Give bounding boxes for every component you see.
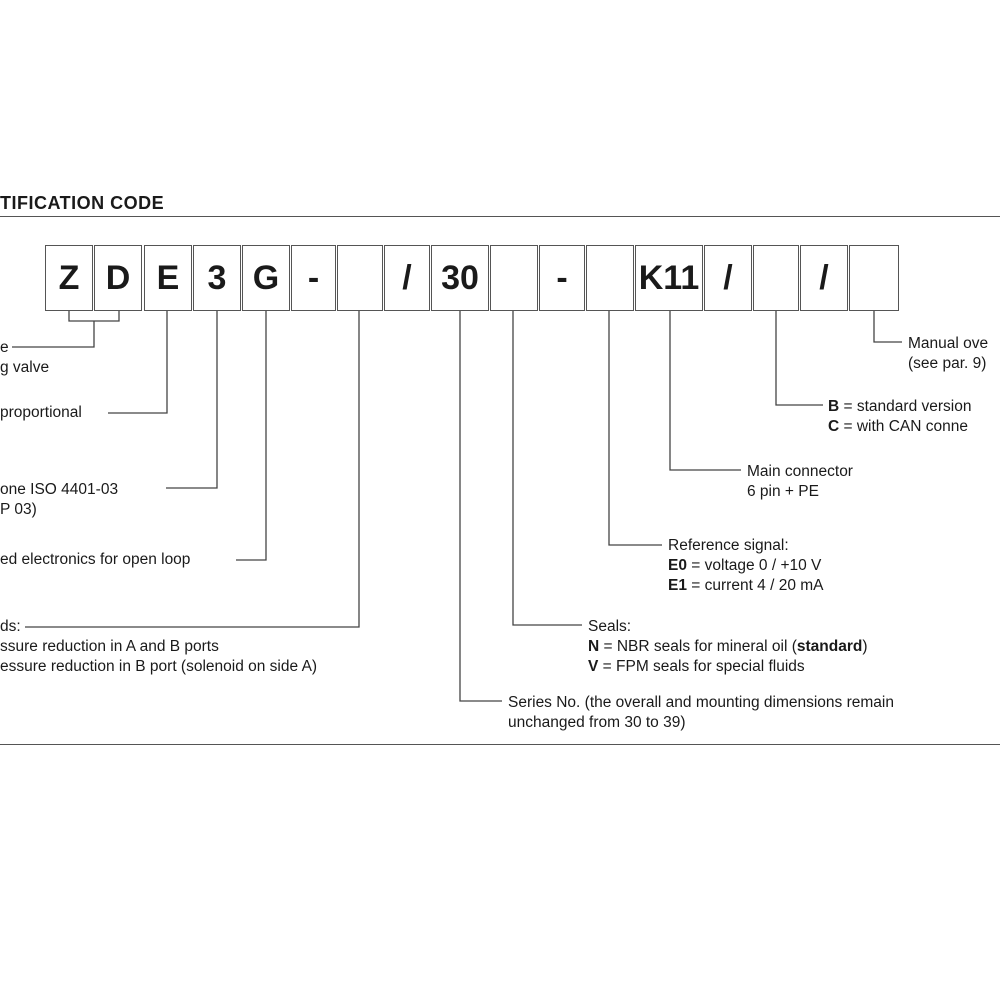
label-size	[0, 480, 118, 520]
label-versions-line1: ssure reduction in A and B ports	[0, 638, 219, 655]
code-box-13: K11	[635, 245, 703, 311]
code-box-16: /	[800, 245, 848, 311]
code-box-1: Z	[45, 245, 93, 311]
seals-v-text: = FPM seals for special fluids	[598, 658, 805, 675]
label-ref-e1	[668, 576, 824, 596]
seals-n-standard: standard	[796, 638, 863, 655]
label-ref-e0	[668, 556, 824, 576]
code-box-11: -	[539, 245, 585, 311]
label-reference	[668, 536, 824, 596]
bc-c-text: = with CAN conne	[839, 418, 969, 435]
ref-e1-key: E1	[668, 577, 687, 594]
label-manual-line2: (see par. 9)	[908, 355, 987, 372]
code-box-8: /	[384, 245, 430, 311]
leader-e	[108, 311, 167, 413]
section-heading: TIFICATION CODE	[0, 193, 165, 213]
leader-bc	[776, 311, 823, 405]
label-manual-override	[908, 334, 988, 374]
leader-size	[166, 311, 217, 488]
label-versions-line2: essure reduction in B port (solenoid on side A)	[0, 658, 318, 675]
label-zd-line2: g valve	[0, 359, 50, 376]
label-manual-line1: Manual ove	[908, 335, 989, 352]
label-seals-title: Seals:	[588, 618, 632, 635]
code-box-2: D	[94, 245, 142, 311]
label-connector	[747, 462, 853, 502]
label-g: ed electronics for open loop	[0, 551, 191, 568]
label-conn-line1: Main connector	[747, 463, 853, 480]
label-versions-title: ds:	[0, 618, 21, 635]
label-seals-v	[588, 657, 868, 677]
leader-versions	[25, 311, 359, 627]
seals-n-text: = NBR seals for mineral oil (	[599, 638, 797, 655]
seals-v-key: V	[588, 658, 599, 675]
leader-g	[236, 311, 266, 560]
leader-ref	[609, 311, 662, 545]
label-series-line1: Series No. (the overall and mounting dimensions remain	[508, 694, 894, 711]
seals-n-end: )	[862, 638, 868, 655]
label-size-line1: one ISO 4401-03	[0, 481, 119, 498]
code-box-3: E	[144, 245, 192, 311]
label-e: proportional	[0, 404, 82, 421]
label-size-line2: P 03)	[0, 501, 37, 518]
label-zd	[0, 338, 49, 378]
ref-e0-key: E0	[668, 557, 687, 574]
label-bc-b	[828, 397, 971, 417]
label-version-bc	[828, 397, 971, 437]
label-bc-c	[828, 417, 971, 437]
label-series	[508, 693, 894, 733]
leader-series	[460, 311, 502, 701]
label-series-line2: unchanged from 30 to 39)	[508, 714, 686, 731]
ref-e1-text: = current 4 / 20 mA	[686, 577, 824, 594]
leader-zd-bracket	[69, 311, 119, 321]
label-versions	[0, 617, 317, 677]
code-box-6: -	[291, 245, 336, 311]
leader-manual	[874, 311, 902, 342]
code-box-14: /	[704, 245, 752, 311]
label-conn-line2: 6 pin + PE	[747, 483, 819, 500]
bc-c-key: C	[828, 418, 840, 435]
leader-connector	[670, 311, 741, 470]
code-box-9: 30	[431, 245, 489, 311]
label-zd-line1: e	[0, 339, 9, 356]
seals-n-key: N	[588, 638, 600, 655]
label-seals	[588, 617, 868, 677]
label-ref-title: Reference signal:	[668, 537, 789, 554]
leader-seals	[513, 311, 582, 625]
bc-b-key: B	[828, 398, 840, 415]
label-seals-n	[588, 637, 868, 657]
ref-e0-text: = voltage 0 / +10 V	[686, 557, 822, 574]
code-box-5: G	[242, 245, 290, 311]
bc-b-text: = standard version	[839, 398, 972, 415]
code-box-4: 3	[193, 245, 241, 311]
